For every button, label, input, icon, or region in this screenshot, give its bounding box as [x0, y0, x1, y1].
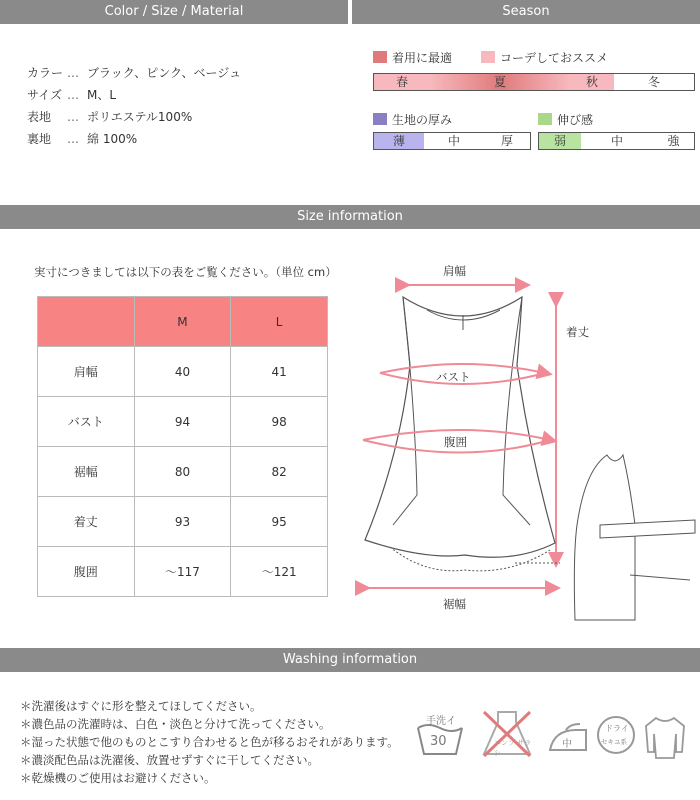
legend-best-swatch	[373, 51, 387, 63]
table-cell: 40	[134, 347, 231, 397]
table-cell: 裾幅	[38, 447, 135, 497]
size-note: 実寸につきましては以下の表をご覧ください。（単位 cm）	[34, 265, 337, 279]
header-size-information: Size information	[0, 205, 700, 229]
wash-note: ＊濃淡配色品は洗濯後、放置せずすぐに干してください。	[20, 753, 319, 767]
table-header-cell: L	[231, 297, 328, 347]
table-cell: 95	[231, 497, 328, 547]
spec-outer-fabric: 表地 … ポリエステル100%	[27, 110, 193, 124]
table-row	[38, 547, 328, 597]
diagram-label-length: 着丈	[566, 325, 589, 339]
table-cell: ～121	[231, 547, 328, 597]
iron-icon: 中	[546, 722, 590, 756]
diagram-label-hem: 裾幅	[443, 597, 466, 611]
thickness-scale: 薄 中 厚	[373, 132, 531, 150]
diagram-label-shoulder: 肩幅	[443, 264, 466, 278]
table-header-cell	[38, 297, 135, 347]
wash-note: ＊湿った状態で他のものとこすり合わせると色が移るおそれがあります。	[20, 735, 399, 749]
garment-diagram	[345, 255, 700, 625]
season-spring: 春	[374, 74, 430, 90]
spec-size: サイズ … M、L	[27, 88, 117, 102]
hand-wash-icon: 手洗イ 30	[414, 710, 466, 758]
table-cell: バスト	[38, 397, 135, 447]
table-cell: 93	[134, 497, 231, 547]
table-row	[38, 397, 328, 447]
stretch-scale: 弱 中 強	[538, 132, 695, 150]
legend-stretch: 伸び感	[538, 112, 593, 128]
table-cell: 41	[231, 347, 328, 397]
table-row	[38, 447, 328, 497]
table-header-cell: M	[134, 297, 231, 347]
no-bleach-icon: エンソ サラシ	[478, 708, 536, 760]
dry-clean-icon: ドライ セキユ系	[597, 716, 635, 754]
table-header-row	[38, 297, 328, 347]
table-row	[38, 497, 328, 547]
season-scale	[373, 73, 695, 91]
table-cell: 94	[134, 397, 231, 447]
spec-color: カラー … ブラック、ピンク、ベージュ	[27, 66, 242, 80]
table-cell: 98	[231, 397, 328, 447]
wash-note: ＊濃色品の洗濯時は、白色・淡色と分けて洗ってください。	[20, 717, 331, 731]
diagram-label-waist: 腹囲	[444, 435, 467, 449]
legend-coord: コーデしておススメ	[481, 50, 608, 66]
table-cell: 80	[134, 447, 231, 497]
table-cell: 腹囲	[38, 547, 135, 597]
size-table	[37, 296, 328, 597]
table-cell: ～117	[134, 547, 231, 597]
table-row	[38, 347, 328, 397]
header-washing-information: Washing information	[0, 648, 700, 672]
wash-note: ＊洗濯後はすぐに形を整えてほしてください。	[20, 699, 262, 713]
wash-note: ＊乾燥機のご使用はお避けください。	[20, 771, 216, 785]
season-winter: 冬	[614, 74, 694, 90]
spec-lining: 裏地 … 綿 100%	[27, 132, 138, 146]
header-season: Season	[352, 0, 700, 24]
garment-outline	[365, 297, 555, 557]
table-cell: 82	[231, 447, 328, 497]
legend-coord-swatch	[481, 51, 495, 63]
table-cell: 肩幅	[38, 347, 135, 397]
diagram-label-bust: バスト	[436, 370, 471, 384]
legend-best: 着用に最適	[373, 50, 452, 66]
season-autumn: 秋	[570, 74, 614, 90]
stretch-swatch	[538, 113, 552, 125]
header-color-size-material: Color / Size / Material	[0, 0, 348, 24]
flat-dry-icon	[642, 712, 688, 760]
table-cell: 着丈	[38, 497, 135, 547]
thickness-swatch	[373, 113, 387, 125]
season-summer: 夏	[430, 74, 570, 90]
legend-thickness: 生地の厚み	[373, 112, 452, 128]
